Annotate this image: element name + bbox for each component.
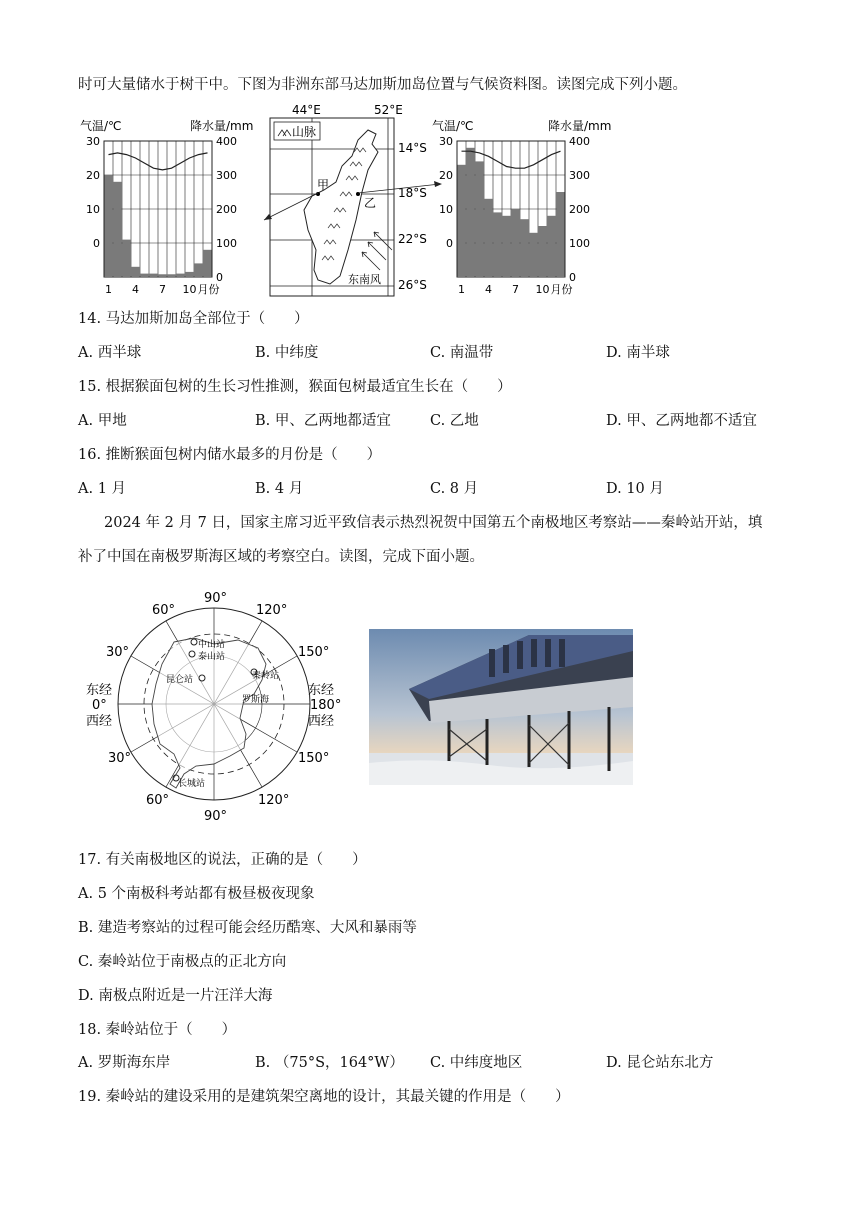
right-precip-tick: 300	[569, 169, 590, 182]
label-taishan: 泰山站	[198, 652, 226, 662]
left-x-unit: 月份	[197, 283, 220, 296]
place-jia: 甲	[317, 178, 330, 192]
intro2-line2: 补了中国在南极罗斯海区域的考察空白。读图，完成下面小题。	[78, 549, 484, 565]
q18-option-a: A. 罗斯海东岸	[78, 1055, 171, 1071]
left-precip-bar	[150, 274, 158, 277]
right-precip-tick: 100	[569, 237, 590, 250]
right-x-tick: 4	[485, 283, 492, 296]
polar-120-br: 120°	[258, 793, 290, 808]
polar-east-right: 东经	[308, 683, 335, 698]
right-temp-tick: 30	[439, 135, 453, 148]
left-temp-tick: 20	[86, 169, 100, 182]
left-temp-label: 气温/℃	[80, 119, 122, 133]
left-precip-bar	[177, 274, 185, 277]
q15-stem: 15. 根据猴面包树的生长习性推测，猴面包树最适宜生长在（ ）	[78, 379, 512, 395]
q15-option-a: A. 甲地	[78, 413, 127, 429]
polar-150-r: 150°	[298, 645, 330, 660]
left-plot	[86, 135, 237, 296]
map-lon-right: 52°E	[374, 103, 403, 117]
polar-150-br: 150°	[298, 751, 330, 766]
left-precip-bar	[123, 240, 131, 277]
q16-stem: 16. 推断猴面包树内储水最多的月份是（ ）	[78, 447, 382, 463]
polar-bottom: 90°	[204, 809, 228, 824]
right-precip-tick: 400	[569, 135, 590, 148]
q17-option-a: A. 5 个南极科考站都有极昼极夜现象	[78, 886, 315, 902]
right-precip-bar	[530, 233, 538, 277]
right-precip-bar	[557, 192, 565, 277]
q16-option-c: C. 8 月	[430, 481, 479, 497]
right-temp-label: 气温/℃	[432, 119, 474, 133]
right-plot	[439, 135, 590, 296]
right-precip-bar	[503, 216, 511, 277]
right-precip-tick: 200	[569, 203, 590, 216]
polar-180: 180°	[310, 698, 342, 713]
right-precip-bar	[539, 226, 547, 277]
map-lon-left: 44°E	[292, 103, 321, 117]
right-temp-tick: 0	[446, 237, 453, 250]
polar-60-bl: 60°	[146, 793, 170, 808]
right-precip-tick: 0	[569, 271, 576, 284]
polar-top: 90°	[204, 591, 228, 606]
right-precip-bar	[467, 148, 475, 277]
left-precip-bar	[114, 182, 122, 277]
right-x-tick: 1	[458, 283, 465, 296]
left-x-tick: 1	[105, 283, 112, 296]
left-temp-tick: 30	[86, 135, 100, 148]
q19-stem: 19. 秦岭站的建设采用的是建筑架空离地的设计，其最关键的作用是（ ）	[78, 1089, 570, 1105]
q14-option-d: D. 南半球	[606, 345, 670, 361]
q17-stem: 17. 有关南极地区的说法，正确的是（ ）	[78, 852, 367, 868]
right-precip-bar	[521, 219, 529, 277]
left-temp-tick: 10	[86, 203, 100, 216]
right-precip-label: 降水量/mm	[548, 119, 612, 133]
label-qinling: 秦岭站	[252, 671, 280, 681]
polar-west-right: 西经	[308, 714, 335, 729]
antarctica-polar-map	[80, 586, 350, 824]
left-precip-bar	[105, 175, 113, 277]
left-precip-tick: 100	[216, 237, 237, 250]
q15-option-c: C. 乙地	[430, 413, 479, 429]
polar-120-tr: 120°	[256, 603, 288, 618]
left-precip-tick: 0	[216, 271, 223, 284]
right-x-tick: 10	[535, 283, 550, 296]
qinling-station-photo	[369, 629, 633, 785]
q17-option-d: D. 南极点附近是一片汪洋大海	[78, 988, 273, 1004]
map-lat-14: 14°S	[398, 141, 427, 155]
left-precip-bar	[195, 263, 203, 277]
map-legend-label: 山脉	[292, 125, 317, 139]
q16-option-b: B. 4 月	[255, 481, 304, 497]
left-precip-tick: 200	[216, 203, 237, 216]
polar-60-tl: 60°	[152, 603, 176, 618]
polar-zero: 0°	[92, 698, 107, 713]
left-precip-bar	[141, 274, 149, 277]
left-temp-tick: 0	[93, 237, 100, 250]
left-precip-tick: 300	[216, 169, 237, 182]
label-ross-sea: 罗斯海	[242, 695, 270, 705]
left-precip-bar	[186, 272, 194, 277]
left-precip-tick: 400	[216, 135, 237, 148]
right-temp-tick: 20	[439, 169, 453, 182]
right-precip-bar	[476, 161, 484, 277]
intro-text: 时可大量储水于树干中。下图为非洲东部马达加斯加岛位置与气候资料图。读图完成下列小题。	[78, 77, 687, 93]
right-precip-bar	[548, 216, 556, 277]
q15-option-d: D. 甲、乙两地都不适宜	[606, 413, 757, 429]
map-lat-26: 26°S	[398, 278, 427, 292]
left-x-tick: 4	[132, 283, 139, 296]
left-precip-bar	[132, 267, 140, 277]
polar-30-bl: 30°	[108, 751, 132, 766]
q14-option-b: B. 中纬度	[255, 345, 319, 361]
q16-option-a: A. 1 月	[78, 481, 127, 497]
q17-option-b: B. 建造考察站的过程可能会经历酷寒、大风和暴雨等	[78, 920, 417, 936]
right-x-unit: 月份	[550, 283, 573, 296]
q18-option-b: B. （75°S，164°W）	[255, 1055, 404, 1071]
place-yi: 乙	[364, 196, 377, 210]
right-precip-bar	[485, 199, 493, 277]
right-precip-bar	[458, 165, 466, 277]
label-changcheng: 长城站	[178, 779, 206, 789]
q14-option-a: A. 西半球	[78, 345, 142, 361]
map-wind: 东南风	[348, 273, 381, 286]
intro2-line1: 2024 年 2 月 7 日，国家主席习近平致信表示热烈祝贺中国第五个南极地区考察站——秦岭站开站，填	[104, 515, 763, 531]
q18-option-c: C. 中纬度地区	[430, 1055, 523, 1071]
q18-stem: 18. 秦岭站位于（ ）	[78, 1022, 237, 1038]
left-precip-bar	[168, 274, 176, 277]
left-x-tick: 7	[159, 283, 166, 296]
polar-west-left: 西经	[86, 714, 113, 729]
right-climate-chart	[430, 104, 620, 300]
q18-option-d: D. 昆仑站东北方	[606, 1055, 714, 1071]
map-lat-22: 22°S	[398, 232, 427, 246]
map-lat-18: 18°S	[398, 186, 427, 200]
q14-stem: 14. 马达加斯加岛全部位于（ ）	[78, 311, 309, 327]
left-precip-bar	[159, 274, 167, 277]
q16-option-d: D. 10 月	[606, 481, 664, 497]
left-precip-bar	[204, 250, 212, 277]
right-precip-bar	[512, 209, 520, 277]
polar-east-left: 东经	[86, 683, 113, 698]
right-x-tick: 7	[512, 283, 519, 296]
q15-option-b: B. 甲、乙两地都适宜	[255, 413, 391, 429]
left-precip-label: 降水量/mm	[190, 119, 254, 133]
label-kunlun: 昆仑站	[166, 675, 194, 685]
connector-arrows	[230, 180, 450, 230]
q17-option-c: C. 秦岭站位于南极点的正北方向	[78, 954, 287, 970]
left-x-tick: 10	[182, 283, 197, 296]
right-temp-tick: 10	[439, 203, 453, 216]
q14-option-c: C. 南温带	[430, 345, 494, 361]
label-zhongshan: 中山站	[198, 640, 226, 650]
right-precip-bar	[494, 212, 502, 277]
polar-30-l: 30°	[106, 645, 130, 660]
